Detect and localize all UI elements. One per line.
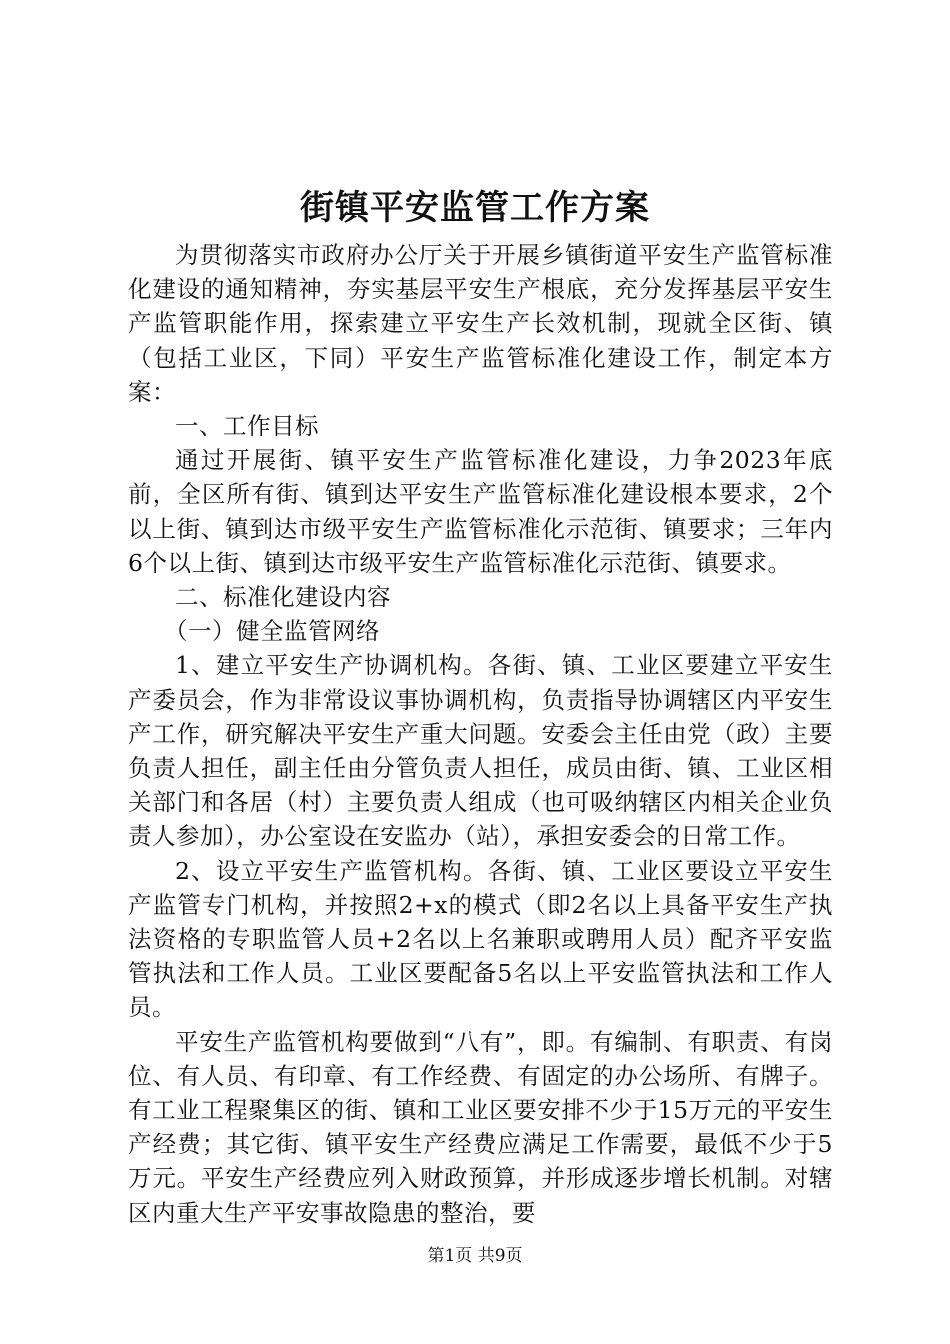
section-heading-goals: 一、工作目标 xyxy=(175,412,319,441)
section-heading-content: 二、标准化建设内容 xyxy=(175,583,391,612)
intro-paragraph: 为贯彻落实市政府办公厅关于开展乡镇街道平安生产监管标准化建设的通知精神，夯实基层平安生产根底，充分发挥基层平安生产监管职能作用，探索建立平安生产长效机制，现就全区街、镇（包括工业区，下同）平安生产监管标准化建设工作，制定本方案： xyxy=(128,241,833,406)
page-footer xyxy=(0,1245,950,1267)
document-title: 街镇平安监管工作方案 xyxy=(300,188,650,228)
item-2-paragraph: 2、设立平安生产监管机构。各街、镇、工业区要设立平安生产监管专门机构，并按照2+x的模式（即2名以上具备平安生产执法资格的专职监管人员+2名以上名兼职或聘用人员）配齐平安监管执法和工作人员。工业区要配备5名以上平安监管执法和工作人员。 xyxy=(128,856,833,1022)
goals-paragraph: 通过开展街、镇平安生产监管标准化建设，力争2023年底前，全区所有街、镇到达平安生产监管标准化建设根本要求，2个以上街、镇到达市级平安生产监管标准化示范街、镇要求；三年内6个以上街、镇到达市级平安生产监管标准化示范街、镇要求。 xyxy=(128,446,833,577)
eight-haves-paragraph: 平安生产监管机构要做到“八有”，即。有编制、有职责、有岗位、有人员、有印章、有工作经费、有固定的办公场所、有牌子。有工业工程聚集区的街、镇和工业区要安排不少于15万元的平安生产经费；其它街、镇平安生产经费应满足工作需要，最低不少于5万元。平安生产经费应列入财政预算，并形成逐步增长机制。对辖区内重大生产平安事故隐患的整治，要 xyxy=(128,1027,833,1227)
subsection-heading-network: （一）健全监管网络 xyxy=(164,617,380,646)
item-1-paragraph: 1、建立平安生产协调机构。各街、镇、工业区要建立平安生产委员会，作为非常设议事协调机构，负责指导协调辖区内平安生产工作，研究解决平安生产重大问题。安委会主任由党（政）主要负责人担任，副主任由分管负责人担任，成员由街、镇、工业区相关部门和各居（村）主要负责人组成（也可吸纳辖区内相关企业负责人参加），办公室设在安监办（站），承担安委会的日常工作。 xyxy=(128,651,833,851)
page-number: 第1页 共9页 xyxy=(427,1246,523,1266)
document-body xyxy=(128,238,833,1230)
